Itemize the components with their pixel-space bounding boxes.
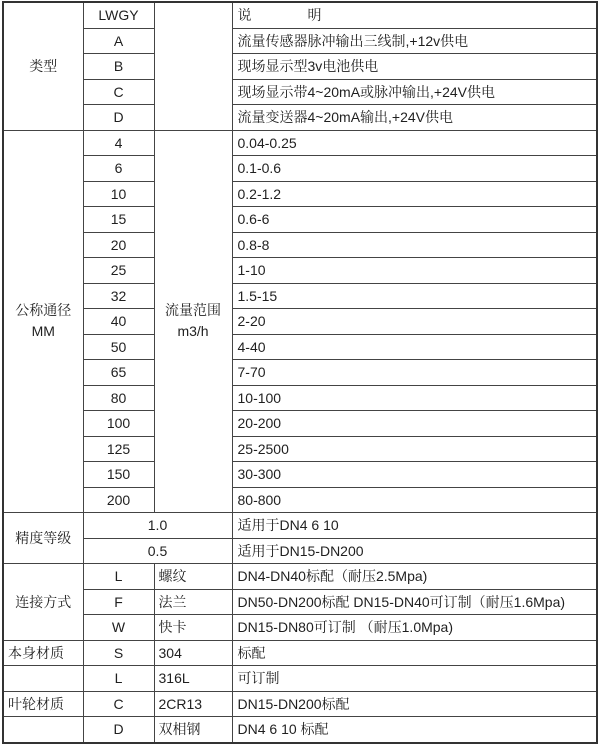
flow-range-cell: 7-70 bbox=[232, 360, 597, 386]
type-row bbox=[3, 28, 597, 54]
dn-value-cell: 150 bbox=[83, 462, 154, 488]
dn-value-cell: 4 bbox=[83, 130, 154, 156]
material-name-cell: 304 bbox=[154, 640, 232, 666]
dn-value-cell: 65 bbox=[83, 360, 154, 386]
accuracy-section-label: 精度等级 bbox=[3, 513, 83, 564]
empty-label-cell bbox=[3, 717, 83, 743]
header-row bbox=[3, 2, 597, 28]
connection-row bbox=[3, 615, 597, 641]
diameter-row bbox=[3, 487, 597, 513]
diameter-row bbox=[3, 156, 597, 182]
flow-range-cell: 1-10 bbox=[232, 258, 597, 284]
accuracy-desc-cell: 适用于DN15-DN200 bbox=[232, 538, 597, 564]
material-name-cell: 316L bbox=[154, 666, 232, 692]
flow-range-cell: 0.2-1.2 bbox=[232, 181, 597, 207]
dn-value-cell: 125 bbox=[83, 436, 154, 462]
material-code-cell: C bbox=[83, 691, 154, 717]
accuracy-desc-cell: 适用于DN4 6 10 bbox=[232, 513, 597, 539]
material-name-cell: 双相钢 bbox=[154, 717, 232, 743]
connection-name-cell: 螺纹 bbox=[154, 564, 232, 590]
material-desc-cell: 标配 bbox=[232, 640, 597, 666]
diameter-row bbox=[3, 462, 597, 488]
connection-name-cell: 快卡 bbox=[154, 615, 232, 641]
type-spacer-cell bbox=[154, 2, 232, 130]
diameter-row bbox=[3, 309, 597, 335]
dn-value-cell: 6 bbox=[83, 156, 154, 182]
flow-range-cell: 30-300 bbox=[232, 462, 597, 488]
diameter-row bbox=[3, 258, 597, 284]
accuracy-grade-cell: 0.5 bbox=[83, 538, 232, 564]
body-material-row bbox=[3, 666, 597, 692]
diameter-label-line2: MM bbox=[31, 323, 55, 340]
dn-value-cell: 50 bbox=[83, 334, 154, 360]
dn-value-cell: 200 bbox=[83, 487, 154, 513]
dn-value-cell: 15 bbox=[83, 207, 154, 233]
flow-range-cell: 25-2500 bbox=[232, 436, 597, 462]
connection-name-cell: 法兰 bbox=[154, 589, 232, 615]
material-code-cell: L bbox=[83, 666, 154, 692]
diameter-row bbox=[3, 411, 597, 437]
material-desc-cell: DN4 6 10 标配 bbox=[232, 717, 597, 743]
diameter-row bbox=[3, 334, 597, 360]
connection-code-cell: F bbox=[83, 589, 154, 615]
connection-desc-cell: DN50-DN200标配 DN15-DN40可订制（耐压1.6Mpa) bbox=[232, 589, 597, 615]
dn-value-cell: 20 bbox=[83, 232, 154, 258]
diameter-label-line1: 公称通径 bbox=[15, 301, 72, 318]
material-desc-cell: 可订制 bbox=[232, 666, 597, 692]
connection-code-cell: L bbox=[83, 564, 154, 590]
connection-section-label: 连接方式 bbox=[3, 564, 83, 641]
dn-value-cell: 10 bbox=[83, 181, 154, 207]
flow-range-cell: 1.5-15 bbox=[232, 283, 597, 309]
body-material-section-label: 本身材质 bbox=[3, 640, 83, 666]
impeller-material-row bbox=[3, 717, 597, 743]
type-code-cell: A bbox=[83, 28, 154, 54]
dn-value-cell: 100 bbox=[83, 411, 154, 437]
diameter-row bbox=[3, 283, 597, 309]
type-code-cell: D bbox=[83, 105, 154, 131]
model-header-cell: LWGY bbox=[83, 2, 154, 28]
material-code-cell: D bbox=[83, 717, 154, 743]
type-code-cell: B bbox=[83, 54, 154, 80]
accuracy-row bbox=[3, 513, 597, 539]
diameter-row bbox=[3, 360, 597, 386]
connection-row bbox=[3, 589, 597, 615]
type-row bbox=[3, 79, 597, 105]
accuracy-row bbox=[3, 538, 597, 564]
connection-row bbox=[3, 564, 597, 590]
dn-value-cell: 32 bbox=[83, 283, 154, 309]
type-desc-cell: 流量传感器脉冲输出三线制,+12v供电 bbox=[232, 28, 597, 54]
connection-desc-cell: DN15-DN80可订制 （耐压1.0Mpa) bbox=[232, 615, 597, 641]
flow-range-cell: 10-100 bbox=[232, 385, 597, 411]
spec-table bbox=[2, 1, 598, 744]
accuracy-grade-cell: 1.0 bbox=[83, 513, 232, 539]
connection-code-cell: W bbox=[83, 615, 154, 641]
body-material-row bbox=[3, 640, 597, 666]
flow-range-label-line1: 流量范围 bbox=[165, 301, 221, 318]
type-desc-cell: 现场显示型3v电池供电 bbox=[232, 54, 597, 80]
flow-range-cell: 0.04-0.25 bbox=[232, 130, 597, 156]
type-desc-cell: 流量变送器4~20mA输出,+24V供电 bbox=[232, 105, 597, 131]
type-row bbox=[3, 105, 597, 131]
connection-desc-cell: DN4-DN40标配（耐压2.5Mpa) bbox=[232, 564, 597, 590]
description-header-cell: 说 明 bbox=[232, 2, 597, 28]
type-row bbox=[3, 54, 597, 80]
dn-value-cell: 80 bbox=[83, 385, 154, 411]
type-code-cell: C bbox=[83, 79, 154, 105]
diameter-row bbox=[3, 232, 597, 258]
type-section-label: 类型 bbox=[3, 2, 83, 130]
dn-value-cell: 40 bbox=[83, 309, 154, 335]
flow-range-cell: 4-40 bbox=[232, 334, 597, 360]
material-code-cell: S bbox=[83, 640, 154, 666]
flow-range-cell: 20-200 bbox=[232, 411, 597, 437]
flow-range-cell: 0.8-8 bbox=[232, 232, 597, 258]
empty-label-cell bbox=[3, 666, 83, 692]
dn-value-cell: 25 bbox=[83, 258, 154, 284]
flow-range-cell: 80-800 bbox=[232, 487, 597, 513]
diameter-row bbox=[3, 436, 597, 462]
diameter-row bbox=[3, 130, 597, 156]
flow-range-label-line2: m3/h bbox=[177, 323, 209, 340]
diameter-row bbox=[3, 207, 597, 233]
material-desc-cell: DN15-DN200标配 bbox=[232, 691, 597, 717]
type-desc-cell: 现场显示带4~20mA或脉冲输出,+24V供电 bbox=[232, 79, 597, 105]
flow-range-cell: 2-20 bbox=[232, 309, 597, 335]
diameter-section-label bbox=[3, 130, 83, 513]
diameter-row bbox=[3, 181, 597, 207]
flow-range-cell: 0.1-0.6 bbox=[232, 156, 597, 182]
material-name-cell: 2CR13 bbox=[154, 691, 232, 717]
impeller-material-row bbox=[3, 691, 597, 717]
impeller-material-section-label: 叶轮材质 bbox=[3, 691, 83, 717]
diameter-row bbox=[3, 385, 597, 411]
flow-range-cell: 0.6-6 bbox=[232, 207, 597, 233]
flow-range-label-cell bbox=[154, 130, 232, 513]
